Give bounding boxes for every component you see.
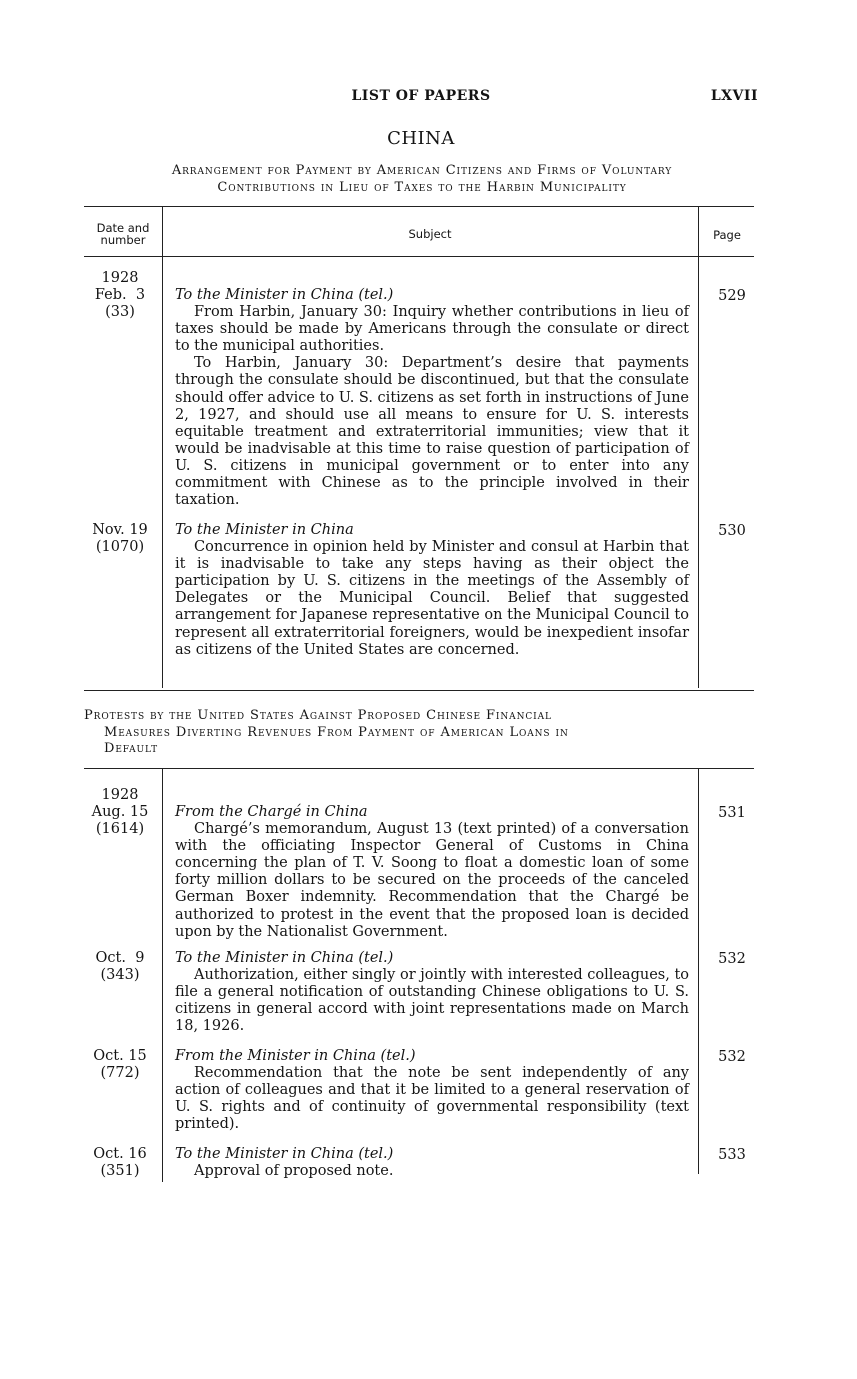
entry-number: (772) — [100, 1065, 140, 1081]
entry-paragraph: Authorization, either singly or jointly with interested colleagues, to file a general notification of outstanding Chinese obligations to U. S. citizens in general accord with joint representations made on March 18, 1926. — [175, 967, 689, 1035]
section-heading-protests — [84, 708, 760, 758]
entry-paragraph: To Harbin, January 30: Department’s desire that payments through the consulate should be discontinued, but that the consulate should offer advice to U. S. citizens as set forth in instructions of June 2, 1927, and should use all means to ensure for U. S. interests equitable treatment and extraterritorial immunities; view that it would be inadvisable at this time to raise question of participation of U. S. citizens in municipal government or to enter into any commitment with Chinese as to the principle involved in their taxation. — [175, 355, 689, 509]
column-divider — [162, 206, 163, 688]
entry-date-text: Oct. 9 — [95, 950, 145, 966]
entry-page: 529 — [718, 288, 746, 304]
entry-date — [84, 287, 156, 321]
entry-date — [84, 522, 156, 556]
entry-date — [84, 1146, 156, 1180]
year-label: 1928 — [101, 270, 139, 286]
table-bottom-rule — [84, 690, 754, 691]
entry-subject — [175, 522, 689, 659]
entry-paragraph: Approval of proposed note. — [194, 1163, 394, 1180]
header-bottom-rule — [84, 256, 754, 257]
entry-addressee: To the Minister in China (tel.) — [175, 950, 394, 966]
country-heading: CHINA — [387, 128, 455, 149]
entry-number: (343) — [100, 967, 140, 983]
section-heading-line: Measures Diverting Revenues From Payment of American Loans in — [104, 724, 569, 740]
entry-addressee: To the Minister in China (tel.) — [175, 287, 394, 303]
entry-paragraph: Recommendation that the note be sent independently of any action of colleagues and that it be limited to a general reservation of U. S. rights and of continuity of governmental responsibility (text printed). — [175, 1065, 689, 1133]
entry-paragraph: Concurrence in opinion held by Minister and consul at Harbin that it is inadvisable to take any steps having as their object the participation by U. S. citizens in the meetings of the Assembly of Delegates or the Municipal Council. Belief that suggested arrangement for Japanese representative on the Municipal Council to represent all extraterritorial foreigners, would be inexpedient insofar as citizens of the United States are concerned. — [175, 539, 689, 658]
section-heading-harbin — [84, 163, 760, 196]
table-top-rule — [84, 206, 754, 207]
entry-number: (1070) — [95, 539, 145, 555]
section-heading-line: Protests by the United States Against Proposed Chinese Financial — [84, 708, 552, 723]
running-head-title: LIST OF PAPERS — [351, 88, 491, 104]
column-divider — [162, 768, 163, 1182]
entry-number: (351) — [100, 1163, 140, 1179]
entry-date-text: Feb. 3 — [94, 287, 146, 303]
table-top-rule — [84, 768, 754, 769]
entry-subject — [175, 1146, 689, 1180]
entry-addressee: From the Chargé in China — [175, 804, 368, 820]
entry-page: 532 — [718, 1049, 746, 1065]
entry-addressee: To the Minister in China (tel.) — [175, 1146, 394, 1162]
year-label: 1928 — [101, 787, 139, 803]
entry-number: (1614) — [95, 821, 145, 837]
entry-number: (33) — [105, 304, 135, 320]
entry-date-text: Aug. 15 — [91, 804, 149, 820]
running-head — [84, 88, 758, 108]
entry-subject — [175, 1048, 689, 1133]
section-heading-line: Default — [104, 741, 159, 756]
section-heading-line: Contributions in Lieu of Taxes to the Harbin Municipality — [217, 179, 627, 195]
entry-date — [84, 804, 156, 838]
section-heading-line: Arrangement for Payment by American Citizens and Firms of Voluntary — [171, 163, 673, 178]
page-number: LXVII — [710, 88, 758, 104]
entry-subject — [175, 287, 689, 509]
column-header-page: Page — [713, 228, 741, 242]
entry-page: 531 — [718, 805, 746, 821]
entry-date — [84, 950, 156, 984]
entry-date-text: Oct. 16 — [93, 1146, 147, 1162]
entry-date — [84, 1048, 156, 1082]
entry-subject — [175, 804, 689, 941]
entry-subject — [175, 950, 689, 1035]
entry-page: 533 — [718, 1147, 746, 1163]
entry-addressee: From the Minister in China (tel.) — [175, 1048, 416, 1064]
entry-addressee: To the Minister in China — [175, 522, 354, 538]
entry-date-text: Oct. 15 — [93, 1048, 147, 1064]
entry-page: 530 — [718, 523, 746, 539]
column-divider — [698, 768, 699, 1174]
entry-paragraph: From Harbin, January 30: Inquiry whether contributions in lieu of taxes should be made by Americans through the consulate or direct to the municipal authorities. — [175, 304, 689, 355]
entry-page: 532 — [718, 951, 746, 967]
entry-paragraph: Chargé’s memorandum, August 13 (text printed) of a conversation with the officiating Inspector General of Customs in China concerning the plan of T. V. Soong to float a domestic loan of some forty million dollars to be secured on the proceeds of the canceled German Boxer indemnity. Recommendation that the Chargé be authorized to protest in the event that the proposed loan is decided upon by the Nationalist Government. — [175, 821, 689, 940]
column-header-subject: Subject — [408, 227, 452, 241]
entry-date-text: Nov. 19 — [92, 522, 148, 538]
column-header-date: Date and number — [96, 221, 150, 247]
column-divider — [698, 206, 699, 688]
